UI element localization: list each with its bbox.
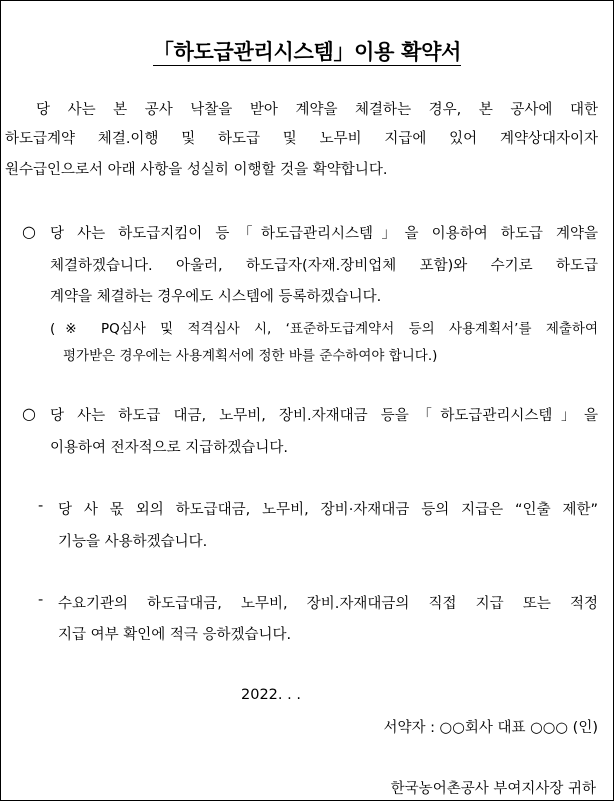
- intro-line-3: 원수급인으로서 아래 사항을 성실히 이행할 것을 확약합니다.: [5, 162, 388, 178]
- item-1-note-line-2: 평가받은 경우에는 사용계획서에 정한 바를 준수하여야 합니다.): [63, 348, 438, 364]
- addressee-line: 한국농어촌공사 부여지사장 귀하: [390, 781, 596, 797]
- sub-item-1-line-1: 당 사 몫 외의 하도급대금, 노무비, 장비·자재대금 등의 지급은 “인출 제한”: [58, 502, 598, 518]
- item-1-bullet: ○: [22, 222, 36, 241]
- item-2-bullet: ○: [22, 404, 36, 423]
- sub-item-2-line-1: 수요기관의 하도급대금, 노무비, 장비.자재대금의 직접 지급 또는 적정: [58, 596, 598, 612]
- item-1-line-2: 체결하겠습니다. 아울러, 하도급자(자재.장비업체 포함)와 수기로 하도급: [50, 258, 598, 274]
- date-line: 2022. . .: [241, 687, 301, 703]
- intro-line-2: 하도급계약 체결.이행 및 하도급 및 노무비 지급에 있어 계약상대자이자: [5, 131, 598, 147]
- sub-item-1-dash: -: [38, 498, 44, 514]
- intro-line-1: 당 사는 본 공사 낙찰을 받아 계약을 체결하는 경우, 본 공사에 대한: [36, 102, 598, 118]
- document-title: [0, 36, 614, 66]
- sub-item-1-line-2: 기능을 사용하겠습니다.: [58, 534, 208, 550]
- item-1-line-1: 당 사는 하도급지킴이 등「하도급관리시스템」을 이용하여 하도급 계약을: [50, 226, 598, 242]
- item-2-line-1: 당 사는 하도급 대금, 노무비, 장비.자재대금 등을「하도급관리시스템」을: [50, 408, 598, 424]
- title-text: 「하도급관리시스템」이용 확약서: [152, 40, 462, 64]
- signer-line: 서약자 : ○○회사 대표 ○○○ (인): [383, 720, 598, 736]
- sub-item-2-dash: -: [38, 592, 44, 608]
- sub-item-2-line-2: 지급 여부 확인에 적극 응하겠습니다.: [58, 627, 292, 643]
- item-1-note-line-1: (※ PQ심사 및 적격심사 시, ‘표준하도급계약서 등의 사용계획서’를 제출하여: [50, 321, 598, 337]
- item-1-line-3: 계약을 체결하는 경우에도 시스템에 등록하겠습니다.: [50, 289, 382, 305]
- item-2-line-2: 이용하여 전자적으로 지급하겠습니다.: [50, 440, 288, 456]
